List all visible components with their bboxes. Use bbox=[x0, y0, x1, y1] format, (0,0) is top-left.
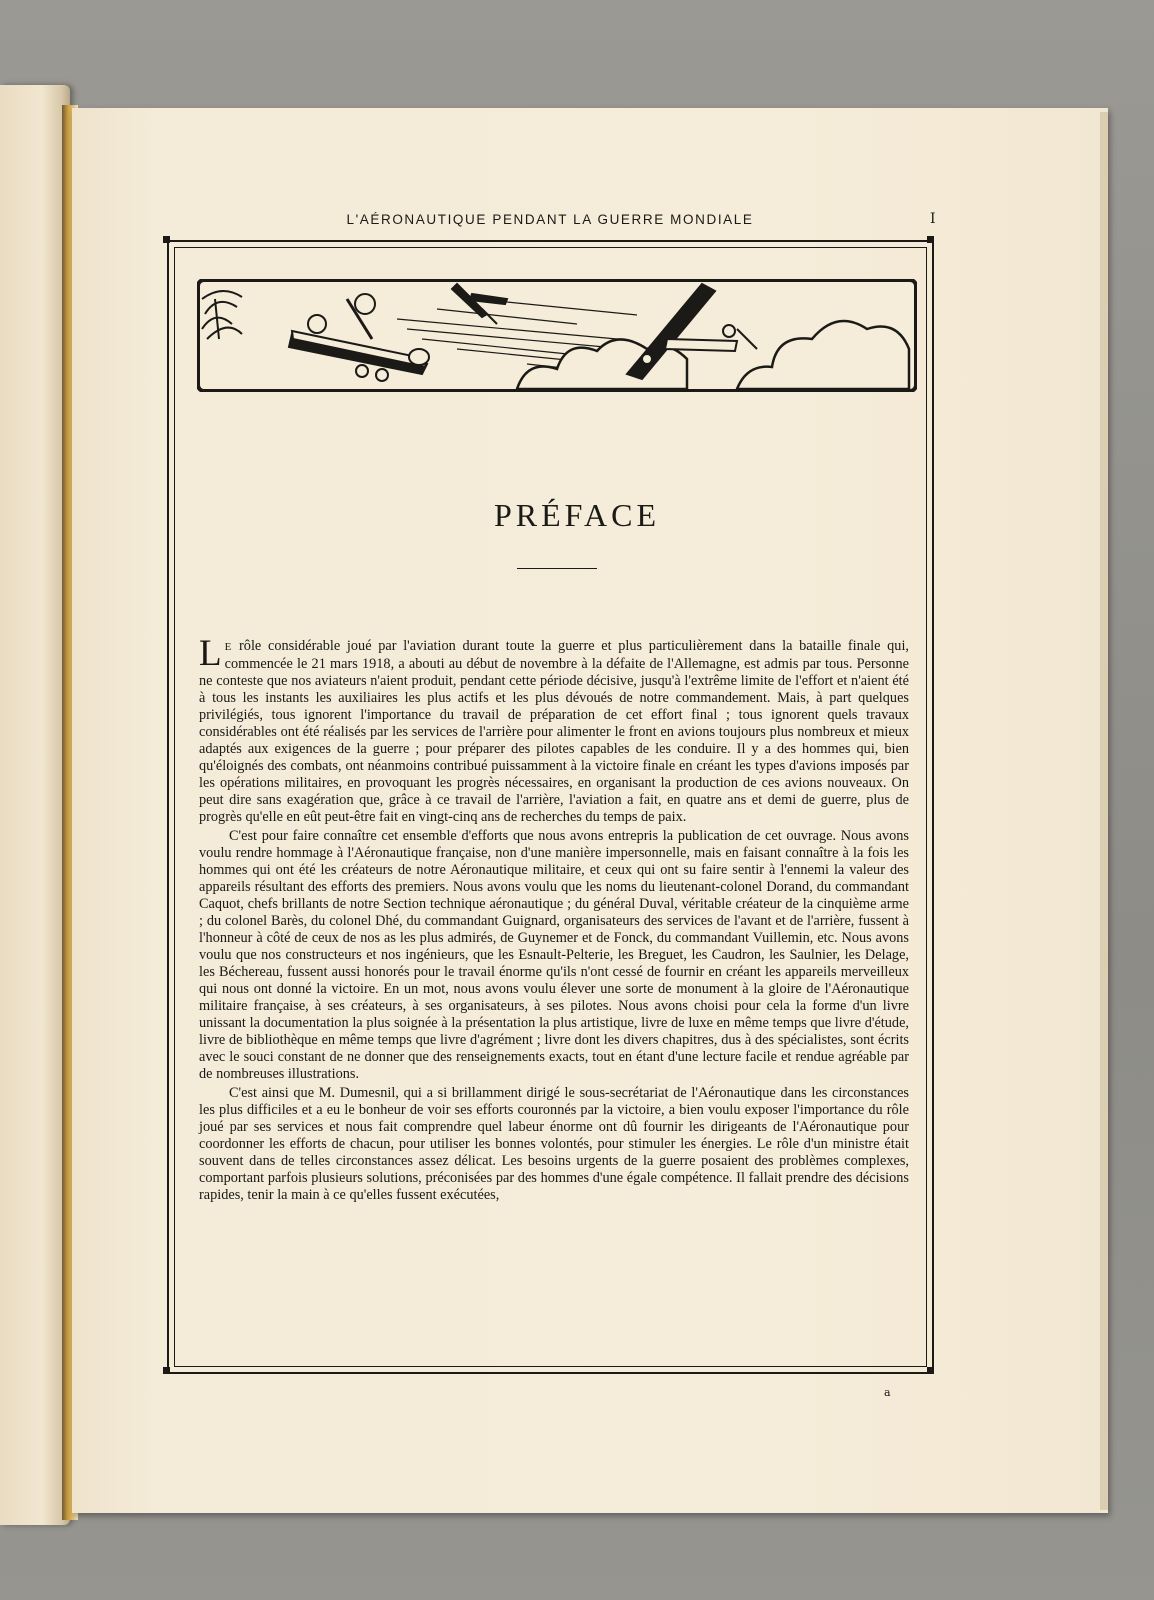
frame-corner-ornament bbox=[927, 1367, 934, 1374]
signature-mark: a bbox=[884, 1386, 891, 1399]
page-title: PRÉFACE bbox=[493, 497, 661, 533]
paragraph-3: C'est ainsi que M. Dumesnil, qui a si brillamment dirigé le sous-secrétariat de l'Aéronautique dans les circonstances les plus difficiles et a eu le bonheur de voir ses efforts couronnés par la victoire, a bien voulu exposer l'importance du rôle joué par ses services et nous fait comprendre quel labeur énorme ont dû fournir les dirigeants de l'Aéronautique pour coordonner les efforts de chacun, pour utiliser les bonnes volontés, pour stimuler les énergies. Le rôle d'un ministre était souvent dans de telles circonstances assez délicat. Les besoins urgents de la guerre posaient des problèmes complexes, comportant parfois plusieurs solutions, préconisées par des hommes d'une égale compétence. Il fallait prendre des décisions rapides, tenir la main à ce qu'elles fussent exécutées, bbox=[199, 1085, 909, 1203]
facing-page-edge bbox=[0, 85, 70, 1525]
page-stack-edge bbox=[1100, 112, 1108, 1510]
running-head: L'AÉRONAUTIQUE PENDANT LA GUERRE MONDIALE bbox=[346, 212, 754, 227]
frame-corner-ornament bbox=[163, 1367, 170, 1374]
frame-corner-ornament bbox=[927, 236, 934, 243]
title-rule bbox=[517, 568, 597, 569]
page-number: I bbox=[930, 211, 936, 227]
paragraph-2: C'est pour faire connaître cet ensemble d'efforts que nous avons entrepris la publication de cet ouvrage. Nous avons voulu rendre hommage à l'Aéronautique française, non d'une manière impersonnelle, mais en faisant connaître à la fois les hommes qui ont été les créateurs de notre Aéronautique militaire, et ceux qui ont su faire sentir à l'ennemi la valeur des appareils résultant des efforts des premiers. Nous avons voulu que les noms du lieutenant-colonel Dorand, du commandant Caquot, chefs brillants de notre Section technique aéronautique ; du général Duval, véritable créateur de la cinquième arme ; du colonel Barès, du colonel Dhé, du commandant Guignard, organisateurs des services de l'avant et de l'arrière, fussent à l'honneur à côté de ceux de nos as les plus admirés, de Guynemer et de Fonck, du commandant Vuillemin, etc. Nous avons voulu que nos constructeurs et nos ingénieurs, que les Esnault-Pelterie, les Breguet, les Caudron, les Saulnier, les Delage, les Béchereau, fussent aussi honorés pour le travail énorme qu'ils n'ont cessé de fournir en créant les appareils merveilleux qui nous ont donné la victoire. En un mot, nous avons voulu élever une sorte de monument à la gloire de l'Aéronautique militaire française, à ses créateurs, à ses organisateurs, à ses pilotes. Nous avons choisi pour cela la forme d'un livre unissant la documentation la plus soignée à la présentation la plus artistique, livre de luxe en même temps que livre d'étude, livre de bibliothèque en même temps que livre d'agrément ; livre dont les divers chapitres, dus à des spécialistes, sont écrits avec le souci constant de ne donner que des renseignements exacts, tout en étant d'une lecture facile et rendue agréable par de nombreuses illustrations. bbox=[199, 828, 909, 1082]
first-word-rest: E bbox=[224, 641, 233, 653]
aircraft-vignette-illustration bbox=[197, 279, 917, 392]
paragraph-1 bbox=[199, 633, 909, 826]
dropcap: L bbox=[199, 633, 222, 674]
paragraph-1-text: rôle considérable joué par l'aviation durant toute la guerre et plus particulièrement dans la bataille finale qui, commencée le 21 mars 1918, a abouti au début de novembre à la défaite de l'Allemagne, est admis par tous. Personne ne conteste que nos aviateurs n'aient produit, pendant cette période décisive, jusqu'à l'extrême limite de l'effort et n'aient été à tous les instants les auxiliaires les plus actifs et les plus dévoués de notre commandement. Mais, à part quelques privilégiés, tous ignorent l'importance du travail de préparation de cet effort final ; tous ignorent quels travaux considérables ont été réalisés par les services de l'arrière pour alimenter le front en avions toujours plus nombreux et mieux adaptés aux exigences de la guerre ; pour préparer des pilotes capables de les conduire. Il y a des hommes qui, bien qu'éloignés des combats, ont néanmoins contribué puissamment à la victoire finale en créant les types d'avions imposés par les opérations militaires, en provoquant les progrès nécessaires, en organisant la production de ces avions nouveaux. On peut dire sans exagération que, grâce à ce travail de l'arrière, l'aviation a fait, en quatre ans et demi de guerre, plus de progrès qu'elle en eût peut-être fait en vingt-cinq ans de recherches du temps de paix. bbox=[199, 638, 909, 825]
frame-corner-ornament bbox=[163, 236, 170, 243]
preface-body bbox=[199, 633, 909, 1204]
